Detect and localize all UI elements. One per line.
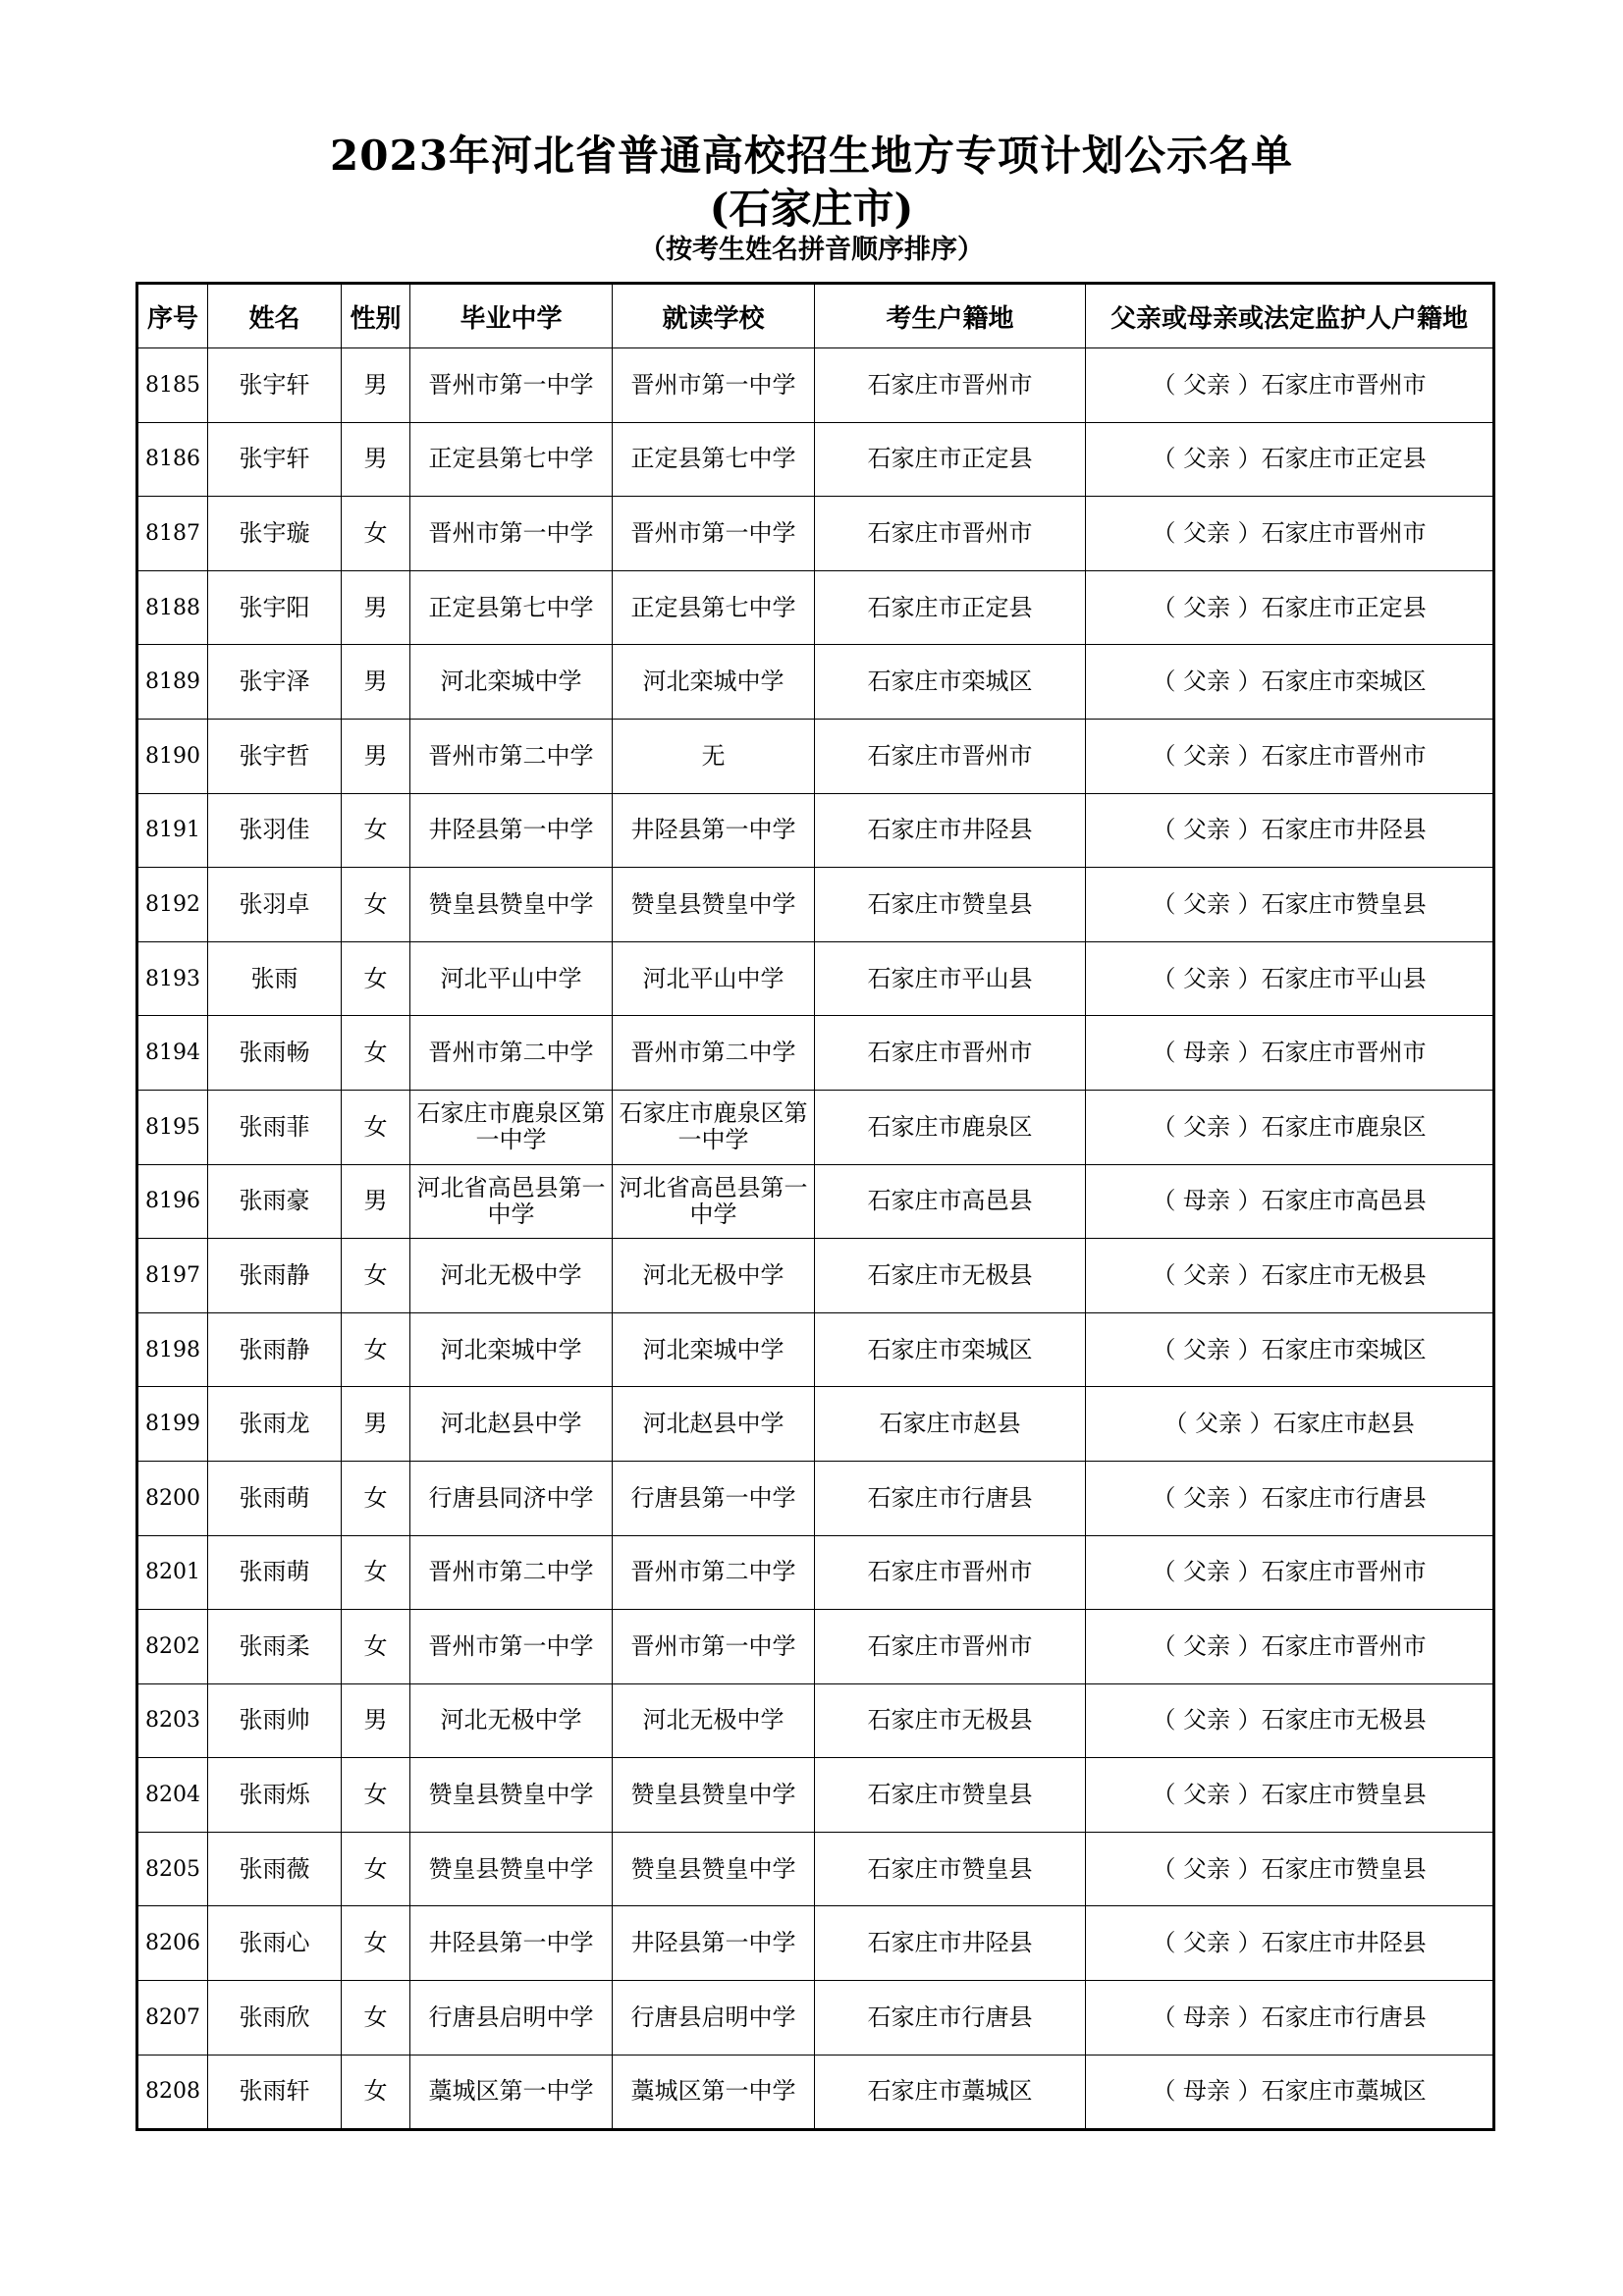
cell-residence: 石家庄市晋州市 [815, 719, 1086, 793]
cell-current-school: 赞皇县赞皇中学 [613, 868, 815, 942]
cell-gender: 男 [342, 348, 410, 423]
cell-gender: 女 [342, 1535, 410, 1610]
cell-guardian: （ 父亲 ）石家庄市晋州市 [1086, 348, 1494, 423]
cell-residence: 石家庄市赞皇县 [815, 1758, 1086, 1833]
cell-name: 张雨柔 [208, 1610, 342, 1684]
cell-seq: 8203 [137, 1683, 208, 1758]
cell-grad-school: 晋州市第二中学 [410, 1016, 613, 1091]
cell-seq: 8197 [137, 1239, 208, 1313]
cell-seq: 8202 [137, 1610, 208, 1684]
cell-residence: 石家庄市藁城区 [815, 2055, 1086, 2130]
table-row [137, 1610, 1494, 1684]
cell-guardian: （ 父亲 ）石家庄市晋州市 [1086, 1610, 1494, 1684]
cell-gender: 女 [342, 1016, 410, 1091]
table-row [137, 348, 1494, 423]
cell-name: 张宇轩 [208, 348, 342, 423]
cell-seq: 8189 [137, 645, 208, 720]
cell-seq: 8190 [137, 719, 208, 793]
cell-name: 张羽卓 [208, 868, 342, 942]
cell-guardian: （ 父亲 ）石家庄市栾城区 [1086, 645, 1494, 720]
cell-current-school: 晋州市第一中学 [613, 1610, 815, 1684]
document-title: 2023年河北省普通高校招生地方专项计划公示名单 [330, 132, 1293, 180]
cell-residence: 石家庄市无极县 [815, 1239, 1086, 1313]
header-name: 姓名 [208, 284, 342, 348]
cell-current-school: 行唐县启明中学 [613, 1981, 815, 2056]
table-row [137, 1906, 1494, 1981]
cell-seq: 8195 [137, 1090, 208, 1164]
cell-gender: 男 [342, 645, 410, 720]
cell-name: 张雨帅 [208, 1683, 342, 1758]
table-row [137, 497, 1494, 571]
cell-current-school: 晋州市第一中学 [613, 497, 815, 571]
cell-grad-school: 晋州市第一中学 [410, 348, 613, 423]
cell-current-school: 无 [613, 719, 815, 793]
cell-residence: 石家庄市无极县 [815, 1683, 1086, 1758]
cell-seq: 8185 [137, 348, 208, 423]
table-row [137, 645, 1494, 720]
table-row [137, 422, 1494, 497]
cell-grad-school: 正定县第七中学 [410, 422, 613, 497]
cell-residence: 石家庄市赵县 [815, 1387, 1086, 1462]
roster-table [135, 282, 1495, 2131]
document-subtitle: (石家庄市) [709, 185, 914, 233]
cell-grad-school: 行唐县启明中学 [410, 1981, 613, 2056]
cell-gender: 女 [342, 1090, 410, 1164]
table-header-row [137, 284, 1494, 348]
cell-residence: 石家庄市行唐县 [815, 1981, 1086, 2056]
sort-note: （按考生姓名拼音顺序排序） [639, 235, 984, 265]
table-row [137, 1535, 1494, 1610]
table-row [137, 1164, 1494, 1239]
cell-grad-school: 河北省高邑县第一中学 [410, 1164, 613, 1239]
cell-guardian: （ 父亲 ）石家庄市行唐县 [1086, 1461, 1494, 1535]
cell-current-school: 河北栾城中学 [613, 645, 815, 720]
cell-current-school: 藁城区第一中学 [613, 2055, 815, 2130]
cell-guardian: （ 父亲 ）石家庄市赞皇县 [1086, 1758, 1494, 1833]
cell-current-school: 正定县第七中学 [613, 570, 815, 645]
cell-guardian: （ 父亲 ）石家庄市鹿泉区 [1086, 1090, 1494, 1164]
cell-grad-school: 河北栾城中学 [410, 1312, 613, 1387]
cell-gender: 女 [342, 1239, 410, 1313]
cell-guardian: （ 父亲 ）石家庄市正定县 [1086, 422, 1494, 497]
cell-gender: 女 [342, 1981, 410, 2056]
cell-name: 张宇泽 [208, 645, 342, 720]
cell-name: 张雨轩 [208, 2055, 342, 2130]
header-current-school: 就读学校 [613, 284, 815, 348]
cell-name: 张羽佳 [208, 793, 342, 868]
cell-residence: 石家庄市晋州市 [815, 1016, 1086, 1091]
cell-seq: 8201 [137, 1535, 208, 1610]
cell-grad-school: 河北栾城中学 [410, 645, 613, 720]
cell-name: 张雨萌 [208, 1461, 342, 1535]
cell-residence: 石家庄市晋州市 [815, 1535, 1086, 1610]
cell-grad-school: 赞皇县赞皇中学 [410, 1832, 613, 1906]
cell-seq: 8207 [137, 1981, 208, 2056]
cell-current-school: 河北栾城中学 [613, 1312, 815, 1387]
cell-name: 张雨萌 [208, 1535, 342, 1610]
cell-gender: 女 [342, 2055, 410, 2130]
cell-current-school: 赞皇县赞皇中学 [613, 1758, 815, 1833]
cell-residence: 石家庄市高邑县 [815, 1164, 1086, 1239]
table-row [137, 793, 1494, 868]
cell-name: 张雨菲 [208, 1090, 342, 1164]
cell-seq: 8187 [137, 497, 208, 571]
cell-residence: 石家庄市正定县 [815, 422, 1086, 497]
table-row [137, 1239, 1494, 1313]
cell-guardian: （ 父亲 ）石家庄市无极县 [1086, 1683, 1494, 1758]
cell-gender: 女 [342, 1758, 410, 1833]
cell-name: 张雨心 [208, 1906, 342, 1981]
cell-grad-school: 石家庄市鹿泉区第一中学 [410, 1090, 613, 1164]
cell-gender: 女 [342, 1832, 410, 1906]
cell-residence: 石家庄市晋州市 [815, 1610, 1086, 1684]
cell-gender: 男 [342, 422, 410, 497]
table-row [137, 1016, 1494, 1091]
table-row [137, 941, 1494, 1016]
cell-gender: 女 [342, 1312, 410, 1387]
cell-current-school: 晋州市第一中学 [613, 348, 815, 423]
cell-seq: 8186 [137, 422, 208, 497]
cell-gender: 男 [342, 719, 410, 793]
header-seq: 序号 [137, 284, 208, 348]
cell-seq: 8194 [137, 1016, 208, 1091]
header-grad-school: 毕业中学 [410, 284, 613, 348]
cell-name: 张雨静 [208, 1312, 342, 1387]
cell-current-school: 行唐县第一中学 [613, 1461, 815, 1535]
cell-seq: 8199 [137, 1387, 208, 1462]
cell-name: 张宇轩 [208, 422, 342, 497]
cell-current-school: 晋州市第二中学 [613, 1016, 815, 1091]
cell-current-school: 河北平山中学 [613, 941, 815, 1016]
cell-guardian: （ 父亲 ）石家庄市无极县 [1086, 1239, 1494, 1313]
table-row [137, 1090, 1494, 1164]
table-row [137, 2055, 1494, 2130]
cell-name: 张雨 [208, 941, 342, 1016]
cell-name: 张雨豪 [208, 1164, 342, 1239]
cell-name: 张雨静 [208, 1239, 342, 1313]
cell-gender: 女 [342, 941, 410, 1016]
cell-name: 张宇璇 [208, 497, 342, 571]
table-row [137, 1832, 1494, 1906]
cell-current-school: 河北省高邑县第一中学 [613, 1164, 815, 1239]
cell-residence: 石家庄市栾城区 [815, 645, 1086, 720]
cell-residence: 石家庄市鹿泉区 [815, 1090, 1086, 1164]
cell-grad-school: 赞皇县赞皇中学 [410, 868, 613, 942]
cell-residence: 石家庄市赞皇县 [815, 868, 1086, 942]
cell-guardian: （ 父亲 ）石家庄市栾城区 [1086, 1312, 1494, 1387]
cell-gender: 男 [342, 1683, 410, 1758]
table-row [137, 1312, 1494, 1387]
cell-seq: 8188 [137, 570, 208, 645]
cell-grad-school: 井陉县第一中学 [410, 793, 613, 868]
cell-name: 张雨欣 [208, 1981, 342, 2056]
table-row [137, 1387, 1494, 1462]
cell-residence: 石家庄市正定县 [815, 570, 1086, 645]
table-row [137, 1683, 1494, 1758]
cell-grad-school: 藁城区第一中学 [410, 2055, 613, 2130]
cell-current-school: 井陉县第一中学 [613, 793, 815, 868]
cell-residence: 石家庄市井陉县 [815, 793, 1086, 868]
cell-grad-school: 行唐县同济中学 [410, 1461, 613, 1535]
cell-gender: 男 [342, 1387, 410, 1462]
cell-name: 张雨龙 [208, 1387, 342, 1462]
header-gender: 性别 [342, 284, 410, 348]
cell-guardian: （ 母亲 ）石家庄市高邑县 [1086, 1164, 1494, 1239]
cell-gender: 女 [342, 868, 410, 942]
cell-seq: 8191 [137, 793, 208, 868]
cell-guardian: （ 父亲 ）石家庄市晋州市 [1086, 719, 1494, 793]
cell-guardian: （ 母亲 ）石家庄市晋州市 [1086, 1016, 1494, 1091]
cell-seq: 8192 [137, 868, 208, 942]
cell-name: 张宇阳 [208, 570, 342, 645]
cell-seq: 8208 [137, 2055, 208, 2130]
cell-gender: 男 [342, 570, 410, 645]
cell-name: 张雨薇 [208, 1832, 342, 1906]
cell-gender: 女 [342, 793, 410, 868]
cell-current-school: 石家庄市鹿泉区第一中学 [613, 1090, 815, 1164]
cell-seq: 8196 [137, 1164, 208, 1239]
cell-residence: 石家庄市平山县 [815, 941, 1086, 1016]
cell-gender: 男 [342, 1164, 410, 1239]
cell-current-school: 河北赵县中学 [613, 1387, 815, 1462]
cell-seq: 8204 [137, 1758, 208, 1833]
cell-guardian: （ 父亲 ）石家庄市赞皇县 [1086, 1832, 1494, 1906]
cell-guardian: （ 母亲 ）石家庄市藁城区 [1086, 2055, 1494, 2130]
cell-grad-school: 晋州市第二中学 [410, 1535, 613, 1610]
cell-grad-school: 赞皇县赞皇中学 [410, 1758, 613, 1833]
cell-guardian: （ 父亲 ）石家庄市平山县 [1086, 941, 1494, 1016]
cell-current-school: 河北无极中学 [613, 1683, 815, 1758]
table-row [137, 1758, 1494, 1833]
cell-guardian: （ 父亲 ）石家庄市赞皇县 [1086, 868, 1494, 942]
cell-name: 张雨烁 [208, 1758, 342, 1833]
cell-guardian: （ 父亲 ）石家庄市井陉县 [1086, 1906, 1494, 1981]
table-row [137, 868, 1494, 942]
cell-residence: 石家庄市行唐县 [815, 1461, 1086, 1535]
header-guardian: 父亲或母亲或法定监护人户籍地 [1086, 284, 1494, 348]
cell-guardian: （ 父亲 ）石家庄市晋州市 [1086, 497, 1494, 571]
cell-residence: 石家庄市栾城区 [815, 1312, 1086, 1387]
cell-guardian: （ 父亲 ）石家庄市井陉县 [1086, 793, 1494, 868]
cell-gender: 女 [342, 1610, 410, 1684]
cell-seq: 8193 [137, 941, 208, 1016]
cell-grad-school: 河北无极中学 [410, 1239, 613, 1313]
cell-grad-school: 井陉县第一中学 [410, 1906, 613, 1981]
cell-guardian: （ 父亲 ）石家庄市晋州市 [1086, 1535, 1494, 1610]
cell-residence: 石家庄市晋州市 [815, 348, 1086, 423]
table-row [137, 570, 1494, 645]
cell-guardian: （ 父亲 ）石家庄市正定县 [1086, 570, 1494, 645]
cell-name: 张雨畅 [208, 1016, 342, 1091]
cell-guardian: （ 母亲 ）石家庄市行唐县 [1086, 1981, 1494, 2056]
cell-current-school: 正定县第七中学 [613, 422, 815, 497]
cell-gender: 女 [342, 1906, 410, 1981]
cell-guardian: （ 父亲 ）石家庄市赵县 [1086, 1387, 1494, 1462]
cell-gender: 女 [342, 497, 410, 571]
cell-grad-school: 正定县第七中学 [410, 570, 613, 645]
cell-current-school: 晋州市第二中学 [613, 1535, 815, 1610]
cell-grad-school: 晋州市第一中学 [410, 1610, 613, 1684]
cell-residence: 石家庄市晋州市 [815, 497, 1086, 571]
cell-current-school: 河北无极中学 [613, 1239, 815, 1313]
cell-seq: 8200 [137, 1461, 208, 1535]
cell-residence: 石家庄市井陉县 [815, 1906, 1086, 1981]
cell-current-school: 赞皇县赞皇中学 [613, 1832, 815, 1906]
cell-seq: 8206 [137, 1906, 208, 1981]
header-residence: 考生户籍地 [815, 284, 1086, 348]
cell-grad-school: 河北无极中学 [410, 1683, 613, 1758]
cell-grad-school: 晋州市第二中学 [410, 719, 613, 793]
cell-grad-school: 晋州市第一中学 [410, 497, 613, 571]
cell-residence: 石家庄市赞皇县 [815, 1832, 1086, 1906]
cell-name: 张宇哲 [208, 719, 342, 793]
cell-gender: 女 [342, 1461, 410, 1535]
cell-seq: 8198 [137, 1312, 208, 1387]
table-row [137, 719, 1494, 793]
cell-grad-school: 河北赵县中学 [410, 1387, 613, 1462]
cell-current-school: 井陉县第一中学 [613, 1906, 815, 1981]
table-row [137, 1981, 1494, 2056]
table-body [137, 348, 1494, 2130]
cell-seq: 8205 [137, 1832, 208, 1906]
table-row [137, 1461, 1494, 1535]
cell-grad-school: 河北平山中学 [410, 941, 613, 1016]
